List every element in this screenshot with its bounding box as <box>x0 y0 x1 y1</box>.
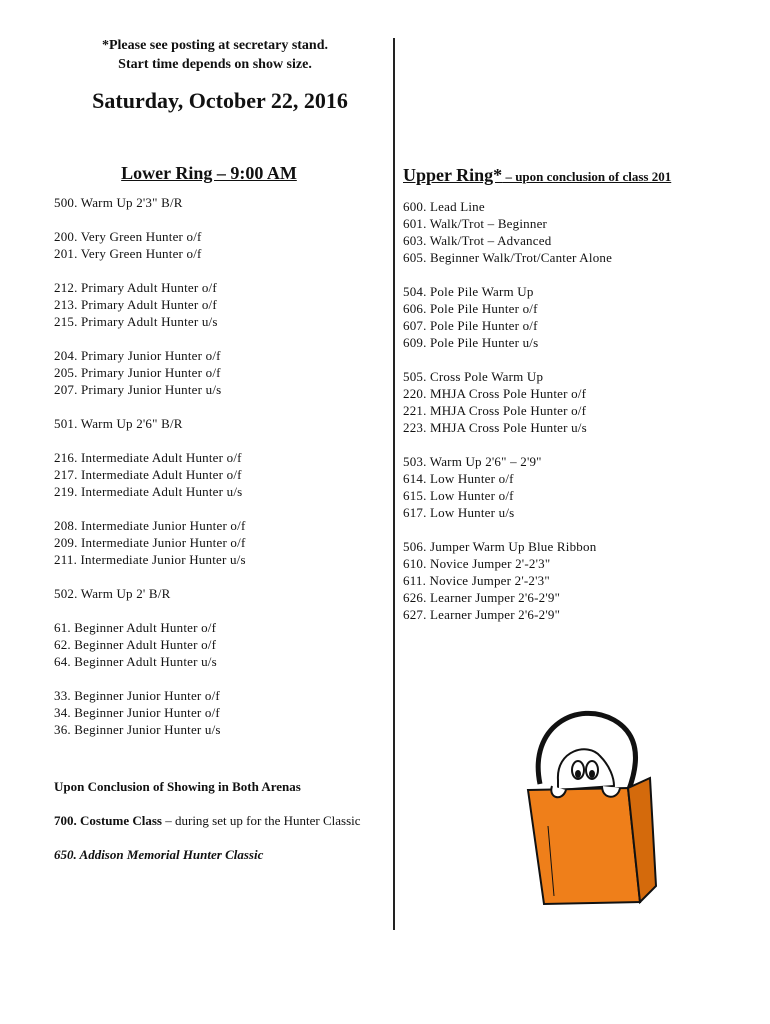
lower-ring-class-group <box>54 449 389 500</box>
upper-ring-class-item: 605. Beginner Walk/Trot/Canter Alone <box>403 250 613 265</box>
lower-ring-class-group <box>54 687 389 738</box>
lower-ring-class-item: 33. Beginner Junior Hunter o/f <box>54 688 220 703</box>
lower-ring-class-item: 62. Beginner Adult Hunter o/f <box>54 637 217 652</box>
lower-ring-class-item: 502. Warm Up 2' B/R <box>54 586 171 601</box>
lower-ring-class-item: 501. Warm Up 2'6" B/R <box>54 416 183 431</box>
lower-ring-class-item: 211. Intermediate Junior Hunter u/s <box>54 552 246 567</box>
upper-ring-class-list <box>403 198 723 623</box>
upper-ring-class-item: 504. Pole Pile Warm Up <box>403 284 534 299</box>
upper-ring-class-item: 503. Warm Up 2'6" – 2'9" <box>403 454 542 469</box>
note-line-1: *Please see posting at secretary stand. <box>101 38 329 53</box>
upper-ring-class-item: 610. Novice Jumper 2'-2'3" <box>403 556 551 571</box>
lower-ring-class-item: 200. Very Green Hunter o/f <box>54 229 202 244</box>
upper-ring-title: Upper Ring* <box>403 165 503 185</box>
upper-ring-class-group <box>403 198 723 266</box>
upper-ring-class-item: 614. Low Hunter o/f <box>403 471 514 486</box>
lower-ring-class-item: 217. Intermediate Adult Hunter o/f <box>54 467 242 482</box>
lower-ring-class-item: 213. Primary Adult Hunter o/f <box>54 297 217 312</box>
upper-ring-subtitle: – upon conclusion of class 201 <box>502 169 672 184</box>
lower-ring-class-item: 208. Intermediate Junior Hunter o/f <box>54 518 246 533</box>
upper-ring-class-item: 601. Walk/Trot – Beginner <box>403 216 548 231</box>
upper-ring-class-group <box>403 283 723 351</box>
lower-ring-column <box>54 163 389 755</box>
upper-ring-class-item: 617. Low Hunter u/s <box>403 505 515 520</box>
lower-ring-class-item: 216. Intermediate Adult Hunter o/f <box>54 450 242 465</box>
lower-ring-class-item: 209. Intermediate Junior Hunter o/f <box>54 535 246 550</box>
lower-ring-class-item: 500. Warm Up 2'3" B/R <box>54 195 183 210</box>
lower-ring-class-item: 215. Primary Adult Hunter u/s <box>54 314 218 329</box>
lower-ring-class-group <box>54 517 389 568</box>
lower-ring-class-group <box>54 347 389 398</box>
upper-ring-class-item: 505. Cross Pole Warm Up <box>403 369 544 384</box>
lower-ring-class-group <box>54 194 389 211</box>
lower-ring-title: Lower Ring – 9:00 AM <box>121 163 297 183</box>
lower-ring-class-list <box>54 194 389 738</box>
lower-ring-class-group <box>54 585 389 602</box>
lower-ring-class-item: 212. Primary Adult Hunter o/f <box>54 280 217 295</box>
lower-ring-class-group <box>54 619 389 670</box>
upper-ring-class-item: 609. Pole Pile Hunter u/s <box>403 335 539 350</box>
upper-ring-class-item: 221. MHJA Cross Pole Hunter o/f <box>403 403 587 418</box>
column-divider <box>393 38 395 930</box>
lower-ring-class-item: 34. Beginner Junior Hunter o/f <box>54 705 220 720</box>
lower-ring-class-group <box>54 279 389 330</box>
upper-ring-class-item: 606. Pole Pile Hunter o/f <box>403 301 538 316</box>
halloween-ghost-bag-icon <box>518 706 658 906</box>
costume-class-detail: – during set up for the Hunter Classic <box>161 813 361 828</box>
upper-ring-class-item: 615. Low Hunter o/f <box>403 488 514 503</box>
lower-ring-class-item: 207. Primary Junior Hunter u/s <box>54 382 222 397</box>
upper-ring-class-item: 627. Learner Jumper 2'6-2'9" <box>403 607 561 622</box>
upper-ring-class-group <box>403 368 723 436</box>
lower-ring-class-group <box>54 228 389 262</box>
upper-ring-class-item: 603. Walk/Trot – Advanced <box>403 233 552 248</box>
upper-ring-class-group <box>403 453 723 521</box>
upper-ring-class-item: 506. Jumper Warm Up Blue Ribbon <box>403 539 597 554</box>
secretary-note <box>40 36 390 74</box>
lower-ring-class-item: 36. Beginner Junior Hunter u/s <box>54 722 221 737</box>
costume-class <box>54 812 389 829</box>
conclusion-section <box>54 778 389 863</box>
note-line-2: Start time depends on show size. <box>118 57 312 72</box>
upper-ring-class-item: 220. MHJA Cross Pole Hunter o/f <box>403 386 587 401</box>
lower-ring-class-item: 61. Beginner Adult Hunter o/f <box>54 620 217 635</box>
upper-ring-class-item: 223. MHJA Cross Pole Hunter u/s <box>403 420 587 435</box>
lower-ring-class-item: 204. Primary Junior Hunter o/f <box>54 348 221 363</box>
upper-ring-class-item: 611. Novice Jumper 2'-2'3" <box>403 573 550 588</box>
lower-ring-class-item: 205. Primary Junior Hunter o/f <box>54 365 221 380</box>
upper-ring-heading <box>403 166 723 186</box>
lower-ring-class-item: 201. Very Green Hunter o/f <box>54 246 202 261</box>
upper-ring-class-group <box>403 538 723 623</box>
upper-ring-class-item: 600. Lead Line <box>403 199 485 214</box>
lower-ring-class-item: 219. Intermediate Adult Hunter u/s <box>54 484 243 499</box>
upper-ring-class-item: 607. Pole Pile Hunter o/f <box>403 318 538 333</box>
page-title: Saturday, October 22, 2016 <box>92 88 348 113</box>
hunter-classic: 650. Addison Memorial Hunter Classic <box>54 847 264 862</box>
upper-ring-column <box>403 166 723 640</box>
upper-ring-class-item: 626. Learner Jumper 2'6-2'9" <box>403 590 561 605</box>
costume-class-number: 700. Costume Class <box>54 813 162 828</box>
conclusion-heading: Upon Conclusion of Showing in Both Arenas <box>54 779 301 794</box>
lower-ring-class-item: 64. Beginner Adult Hunter u/s <box>54 654 217 669</box>
lower-ring-class-group <box>54 415 389 432</box>
